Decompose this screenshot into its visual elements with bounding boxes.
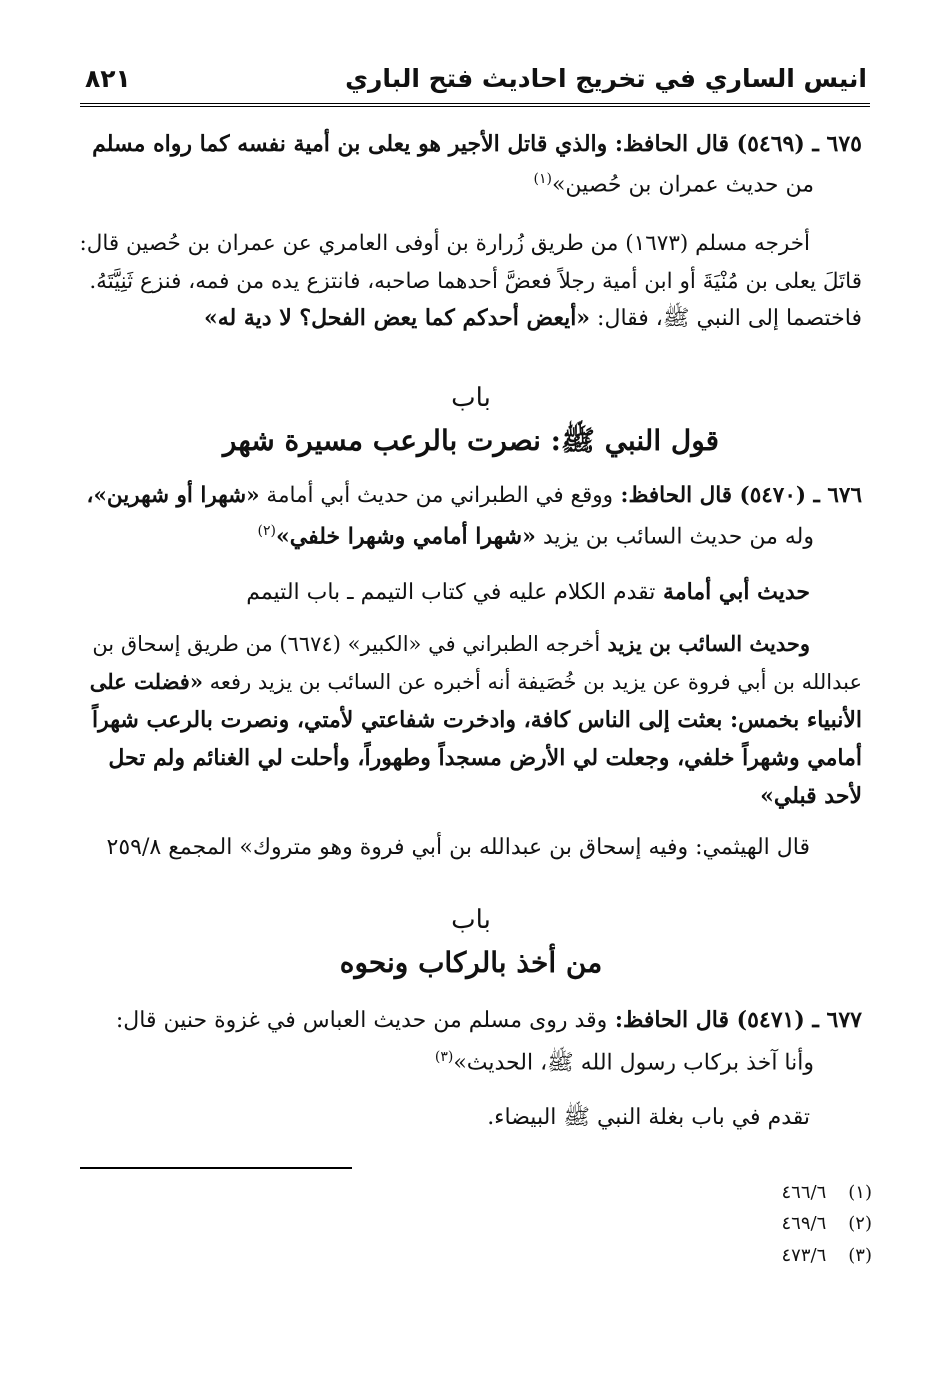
hadith-676-para-2-line-4: أمامي وشهراً خلفي، وجعلت لي الأرض مسجداً وطهوراً، وأحلت لي الغنائم ولم تحل <box>108 745 862 771</box>
hadith-675-line-2: من حديث عمران بن حُصين»$^{(١)}$ <box>533 171 814 198</box>
hadith-676-para-1: حديث أبي أمامة تقدم الكلام عليه في كتاب التيمم ـ باب التيمم <box>246 579 810 605</box>
hadith-676-para-2-line-5: لأحد قبلي» <box>760 783 862 809</box>
bab-1-label: باب <box>451 383 491 413</box>
hadith-677-line-1: ٦٧٧ ـ (٥٤٧١) قال الحافظ: وقد روى مسلم من حديث العباس في غزوة حنين قال: <box>115 1007 862 1033</box>
footnote-1: (١) ٤٦٦/٦ <box>781 1182 872 1203</box>
footnote-rule <box>80 1167 352 1169</box>
bab-1-heading: قول النبي ﷺ: نصرت بالرعب مسيرة شهر <box>222 424 720 457</box>
bab-2-heading: من أخذ بالركاب ونحوه <box>339 946 603 979</box>
hadith-676-para-2-line-2: عبدالله بن أبي فروة عن يزيد بن خُصَيفة أنه أخبره عن السائب بن يزيد رفعه «فضلت على <box>89 669 862 694</box>
haythami-note: قال الهيثمي: وفيه إسحاق بن عبدالله بن أبي فروة وهو متروك» المجمع ٢٥٩/٨ <box>106 835 810 860</box>
footnote-ref-2: (٢) <box>257 523 276 539</box>
hadith-676-line-1: ٦٧٦ ـ (٥٤٧٠) قال الحافظ: ووقع في الطبراني من حديث أبي أمامة «شهرا أو شهرين»، <box>86 483 862 508</box>
footnote-ref-3: (٣) <box>434 1049 454 1065</box>
footnote-ref-1: (١) <box>533 171 552 187</box>
hadith-676-para-2-line-1: وحديث السائب بن يزيد أخرجه الطبراني في «الكبير» (٦٦٧٤) من طريق إسحاق بن <box>92 631 810 656</box>
book-title: انيس الساري في تخريج احاديث فتح الباري <box>345 64 867 93</box>
page-number: ٨٢١ <box>85 64 131 93</box>
hadith-675-line-1: ٦٧٥ ـ (٥٤٦٩) قال الحافظ: والذي قاتل الأجير هو يعلى بن أمية نفسه كما رواه مسلم <box>92 131 862 157</box>
running-header <box>85 58 867 98</box>
takhrij-675-line-3: فاختصما إلى النبي ﷺ، فقال: «أيعض أحدكم كما يعض الفحل؟ لا دية له» <box>203 305 862 331</box>
footnote-3: (٣) ٤٧٣/٦ <box>781 1245 872 1266</box>
bab-2-label: باب <box>451 905 491 935</box>
footnote-2: (٢) ٤٦٩/٦ <box>781 1213 872 1234</box>
header-rule <box>80 103 870 107</box>
hadith-677-line-3: تقدم في باب بغلة النبي ﷺ البيضاء. <box>487 1105 810 1130</box>
hadith-677-line-2: وأنا آخذ بركاب رسول الله ﷺ، الحديث»$^{(٣)}$ <box>434 1049 814 1076</box>
takhrij-675-line-1: أخرجه مسلم (١٦٧٣) من طريق زُرارة بن أوفى العامري عن عمران بن حُصين قال: <box>79 231 810 256</box>
takhrij-675-line-2: قاتَلَ يعلى بن مُنْيَةَ أو ابن أمية رجلاً فعضَّ أحدهما صاحبه، فانتزع يده من فمه، فنزع ثَنِيَّتَهُ. <box>89 269 862 294</box>
hadith-676-line-2: وله من حديث السائب بن يزيد «شهرا أمامي وشهرا خلفي»$^{(٢)}$ <box>257 523 814 550</box>
hadith-676-para-2-line-3: الأنبياء بخمس: بعثت إلى الناس كافة، وادخرت شفاعتي لأمتي، ونصرت بالرعب شهراً <box>92 707 862 733</box>
